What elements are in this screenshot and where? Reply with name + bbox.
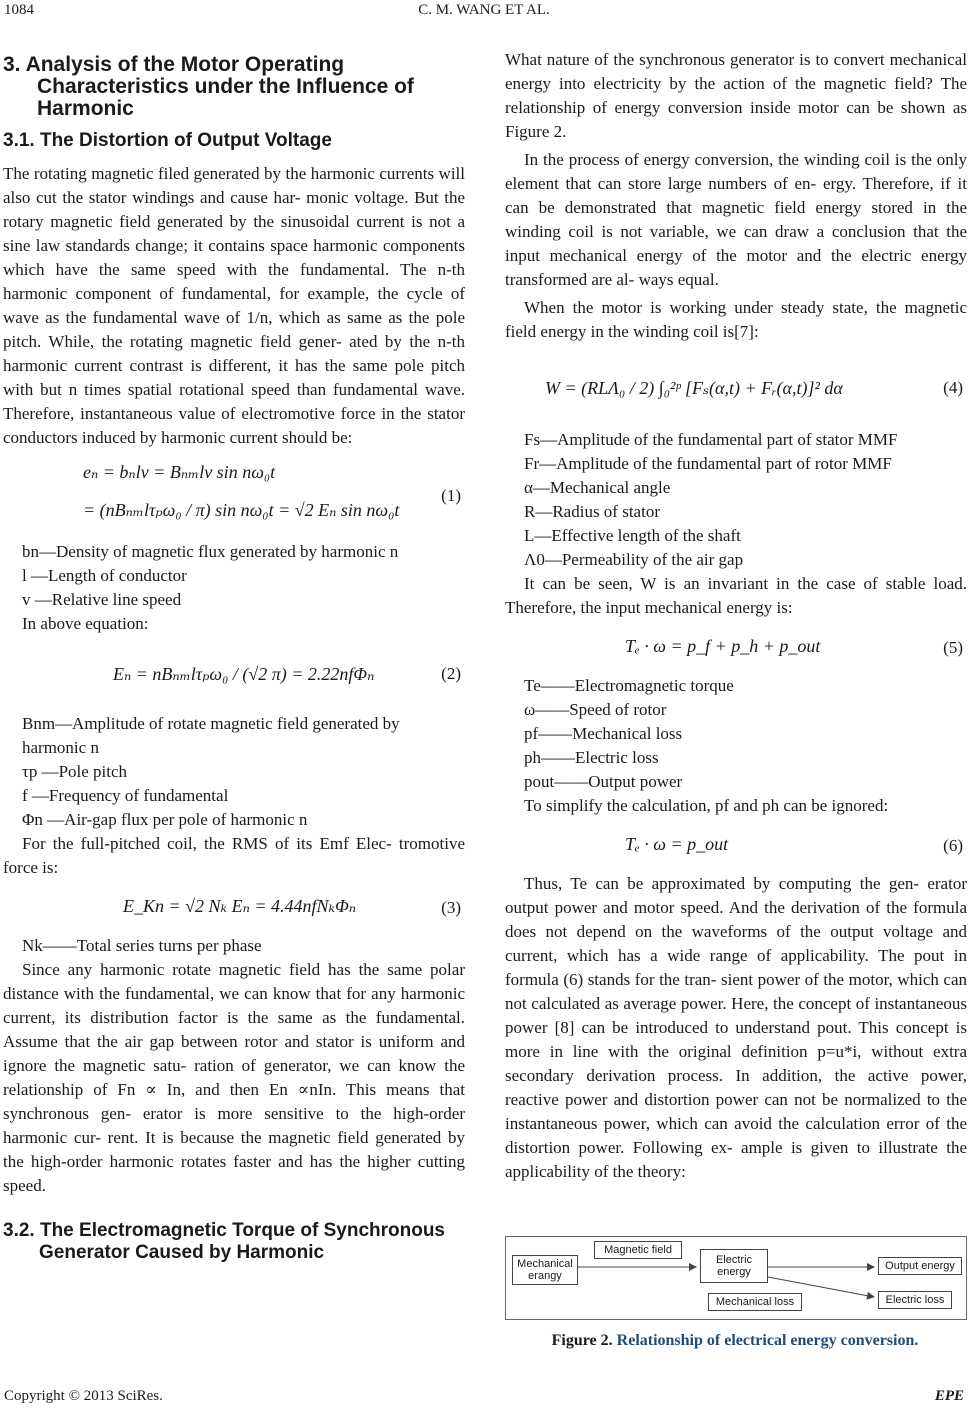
definition-pf: pf——Mechanical loss: [524, 724, 683, 743]
definition-R: R—Radius of stator: [524, 502, 660, 521]
box-magnetic-field: Magnetic field: [594, 1241, 682, 1259]
equation-number: (6): [943, 836, 963, 855]
equation-4: [505, 354, 967, 418]
definition-Bnm: Bnm—Amplitude of rotate magnetic field generated by harmonic n: [22, 714, 400, 757]
paragraph: Since any harmonic rotate magnetic field has the same polar distance with the fundamental, we can know that for any harmonic current, its distribution factor is the same as the fundamental. Assume that the air gap between rotor and stator is uniform and ignore the magnetic satu- ration of generator, we can know the relationship of Fn ∝ In, and then En ∝nIn. This means that synchronous gen- erator is more sensitive to the high-order harmonic cur- rent. It is because the magnetic field generated by the high-order harmonic rotates faster and has the higher cutting speed.: [3, 960, 465, 1195]
definition-pout: pout——Output power: [524, 772, 683, 791]
figure-2-diagram: [505, 1236, 967, 1320]
box-electric-loss: Electric loss: [878, 1291, 952, 1309]
section-title-line-1: 3. Analysis of the Motor Operating: [3, 53, 345, 76]
equation-1-line-1: eₙ = bₙlv = Bₙₘlv sin nω₀t: [83, 462, 276, 482]
definition-Te: Te——Electromagnetic torque: [524, 676, 734, 695]
figure-caption-text: Relationship of electrical energy conversion.: [616, 1332, 919, 1349]
page-number: 1084: [4, 2, 34, 18]
definition-Nk: Nk——Total series turns per phase: [22, 936, 262, 955]
left-column: [3, 48, 465, 1274]
paragraph: The rotating magnetic filed generated by the harmonic currents will also cut the stator windings and cause har- monic voltage. But the rotary magnetic field generated by the sinusoidal current is not a sine law standards change; it contains space harmonic components which have the same speed with the fundamental. The n-th harmonic component of fundamental, for example, the cycle of wave as the fundamental wave of 1/n, which as same as the pole pitch. While, the rotating magnetic field gener- ated by the n-th harmonic current contrast is different, it has the same pole pitch with but n times spatial rotational speed than fundamental wave. Therefore, instantaneous value of electromotive force in the stator conductors induced by harmonic current should be:: [3, 164, 465, 447]
definition-L: L—Effective length of the shaft: [524, 526, 741, 545]
equation-number: (3): [441, 898, 461, 917]
definition-tau: τp —Pole pitch: [22, 762, 128, 781]
subsection-title-3-1: 3.1. The Distortion of Output Voltage: [3, 130, 332, 151]
section-title-line-3: Harmonic: [37, 97, 134, 120]
equation-1-line-2: = (nBₙₘlτₚω₀ / π) sin nω₀t = √2 Eₙ sin nω₀t: [83, 500, 400, 520]
right-column: [505, 48, 967, 1184]
equation-number: (5): [943, 638, 963, 657]
definition-omega: ω——Speed of rotor: [524, 700, 667, 719]
box-electric-energy: Electric energy: [700, 1249, 768, 1283]
equation-1: [3, 460, 465, 530]
box-mechanical-energy: Mechanical erangy: [512, 1255, 578, 1285]
box-mechanical-loss: Mechanical loss: [708, 1293, 802, 1311]
equation-4-body: W = (RLΛ₀ / 2) ∫₀²ᵖ [Fₛ(α,t) + Fᵣ(α,t)]² dα: [545, 378, 843, 398]
figure-caption-label: Figure 2.: [551, 1332, 613, 1349]
paragraph: It can be seen, W is an invariant in the case of stable load. Therefore, the input mechanical energy is:: [505, 574, 967, 617]
equation-2-body: Eₙ = nBₙₘlτₚω₀ / (√2 π) = 2.22nfΦₙ: [113, 664, 375, 684]
copyright: Copyright © 2013 SciRes.: [4, 1388, 163, 1404]
journal-abbr: EPE: [934, 1388, 964, 1404]
section-title: [3, 54, 465, 120]
paragraph: For the full-pitched coil, the RMS of its Emf Elec- tromotive force is:: [3, 834, 465, 877]
equation-6: [505, 828, 967, 862]
equation-6-body: Tₑ · ω = p_out: [625, 834, 729, 854]
section-title-line-2: Characteristics under the Influence of: [37, 75, 414, 98]
definition-alpha: α—Mechanical angle: [524, 478, 671, 497]
subsection-title-line-2: Generator Caused by Harmonic: [39, 1242, 325, 1263]
definition-Fs: Fs—Amplitude of the fundamental part of stator MMF: [524, 430, 898, 449]
definition-l: l —Length of conductor: [22, 566, 187, 585]
equation-number: (1): [441, 486, 461, 505]
box-output-energy: Output energy: [878, 1257, 962, 1275]
text-above-equation: In above equation:: [22, 614, 149, 633]
equation-number: (4): [943, 378, 963, 397]
equation-3: [3, 890, 465, 924]
subsection-title-3-2: [3, 1220, 465, 1264]
paragraph: To simplify the calculation, pf and ph can be ignored:: [524, 796, 889, 815]
definition-f: f —Frequency of fundamental: [22, 786, 229, 805]
definition-bn: bn—Density of magnetic flux generated by harmonic n: [22, 542, 399, 561]
equation-2: [3, 646, 465, 702]
paragraph: What nature of the synchronous generator is to convert mechanical energy into electricity by the action of the magnetic field? The relationship of energy conversion inside motor can be shown as Figure 2.: [505, 50, 967, 141]
equation-number: (2): [441, 664, 461, 683]
running-title: C. M. WANG ET AL.: [418, 2, 550, 18]
definition-v: v —Relative line speed: [22, 590, 182, 609]
paragraph: When the motor is working under steady state, the magnetic field energy in the winding coil is[7]:: [505, 298, 967, 341]
footer: [4, 1388, 964, 1405]
definition-ph: ph——Electric loss: [524, 748, 659, 767]
equation-5-body: Tₑ · ω = p_f + p_h + p_out: [625, 636, 821, 656]
definition-phi: Φn —Air-gap flux per pole of harmonic n: [22, 810, 308, 829]
subsection-title-line-1: 3.2. The Electromagnetic Torque of Synchronous: [3, 1220, 446, 1241]
paragraph: In the process of energy conversion, the winding coil is the only element that can store large numbers of en- ergy. Therefore, if it can be demonstrated that magnetic field energy stored in the winding coil is not variable, we can draw a conclusion that the input mechanical energy of the motor and the electric energy transformed are al- ways equal.: [505, 150, 967, 289]
equation-5: [505, 630, 967, 664]
equation-3-body: E_Kn = √2 Nₖ Eₙ = 4.44nfNₖΦₙ: [123, 896, 357, 916]
definition-Fr: Fr—Amplitude of the fundamental part of rotor MMF: [524, 454, 892, 473]
paragraph: Thus, Te can be approximated by computing the gen- erator output power and motor speed. And the derivation of the formula does not depend on the waveforms of the output voltage and current, which has a wide range of applicability. The pout in formula (6) stands for the tran- sient power of the motor, which can not calculated as average power. Here, the concept of instantaneous power [8] can be introduced to understand pout. This concept is more in line with the original definition p=u*i, without extra secondary derivation process. In addition, the active power, reactive power and distortion power can not be normalized to the instantaneous power, which can avoid the calculation error of the distortion power. Following ex- ample is given to illustrate the applicability of the theory:: [505, 874, 967, 1181]
figure-caption: [505, 1332, 965, 1350]
definition-Lambda: Λ0—Permeability of the air gap: [524, 550, 744, 569]
